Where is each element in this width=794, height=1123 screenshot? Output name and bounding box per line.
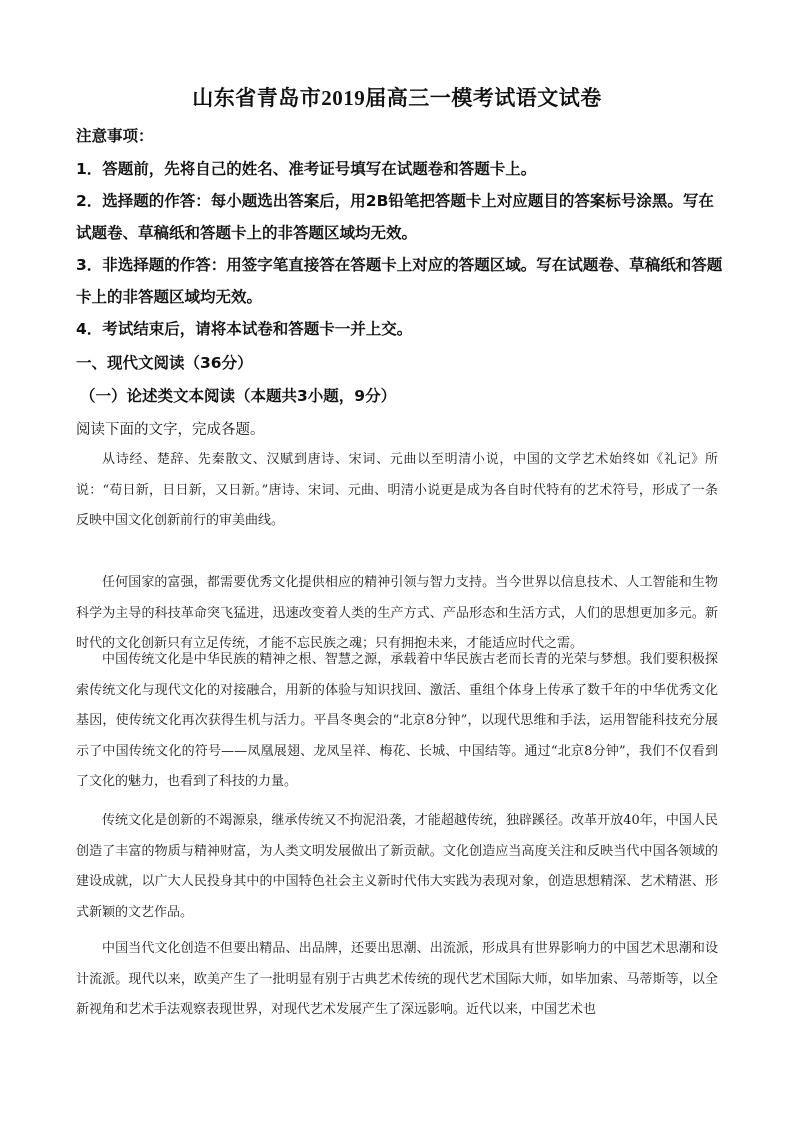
passage-paragraph-1: 从诗经、楚辞、先秦散文、汉赋到唐诗、宋词、元曲以至明清小说，中国的文学艺术始终如《礼记》所说：“苟日新，日日新，又日新。”唐诗、宋词、元曲、明清小说更是成为各自时代特有的艺术符号，形成了一条反映中国文化创新前行的审美曲线。 [76, 452, 718, 529]
subsection-heading: （一）论述类文本阅读（本题共3小题，9分） [80, 387, 397, 405]
reading-instruction: 阅读下面的文字，完成各题。 [76, 422, 265, 438]
section-heading: 一、现代文阅读（36分） [76, 354, 253, 372]
notice-heading: 注意事项： [76, 127, 154, 145]
passage-paragraph-3: 中国传统文化是中华民族的精神之根、智慧之源，承载着中华民族古老而长青的光荣与梦想。我们要积极探索传统文化与现代文化的对接融合，用新的体验与知识找回、激活、重组个体身上传承了数千年的中华优秀文化基因，使传统文化再次获得生机与活力。平昌冬奥会的“北京8分钟”，以现代思维和手法，运用智能科技充分展示了中国传统文化的符号——凤凰展翅、龙凤呈祥、梅花、长城、中国结等。通过“北京8分钟”，我们不仅看到了文化的魅力，也看到了科技的力量。 [76, 652, 718, 790]
passage-paragraph-5: 中国当代文化创造不但要出精品、出品牌，还要出思潮、出流派，形成具有世界影响力的中国艺术思潮和设计流派。现代以来，欧美产生了一批明显有别于古典艺术传统的现代艺术国际大师，如毕加索、马蒂斯等，以全新视角和艺术手法观察表现世界，对现代艺术发展产生了深远影响。近代以来，中国艺术也 [76, 941, 718, 1018]
notice-item-2: 2．选择题的作答：每小题选出答案后，用2B铅笔把答题卡上对应题目的答案标号涂黑。写在试题卷、草稿纸和答题卡上的非答题区域均无效。 [76, 192, 714, 242]
passage-paragraph-2: 任何国家的富强，都需要优秀文化提供相应的精神引领与智力支持。当今世界以信息技术、人工智能和生物科学为主导的科技革命突飞猛进，迅速改变着人类的生产方式、产品形态和生活方式，人们的思想更加多元。新时代的文化创新只有立足传统，才能不忘民族之魂；只有拥抱未来，才能适应时代之需。 [76, 575, 718, 652]
notice-item-3: 3．非选择题的作答：用签字笔直接答在答题卡上对应的答题区域。写在试题卷、草稿纸和答题卡上的非答题区域均无效。 [76, 256, 723, 306]
exam-title: 山东省青岛市2019届高三一模考试语文试卷 [192, 86, 602, 110]
passage-paragraph-4: 传统文化是创新的不竭源泉，继承传统又不拘泥沿袭，才能超越传统，独辟蹊径。改革开放40年，中国人民创造了丰富的物质与精神财富，为人类文明发展做出了新贡献。文化创造应当高度关注和反映当代中国各领域的建设成就，以广大人民投身其中的中国特色社会主义新时代伟大实践为表现对象，创造思想精深、艺术精湛、形式新颖的文艺作品。 [76, 813, 718, 920]
notice-item-4: 4．考试结束后，请将本试卷和答题卡一并上交。 [76, 320, 413, 338]
notice-item-1: 1．答题前，先将自己的姓名、准考证号填写在试题卷和答题卡上。 [76, 160, 537, 178]
